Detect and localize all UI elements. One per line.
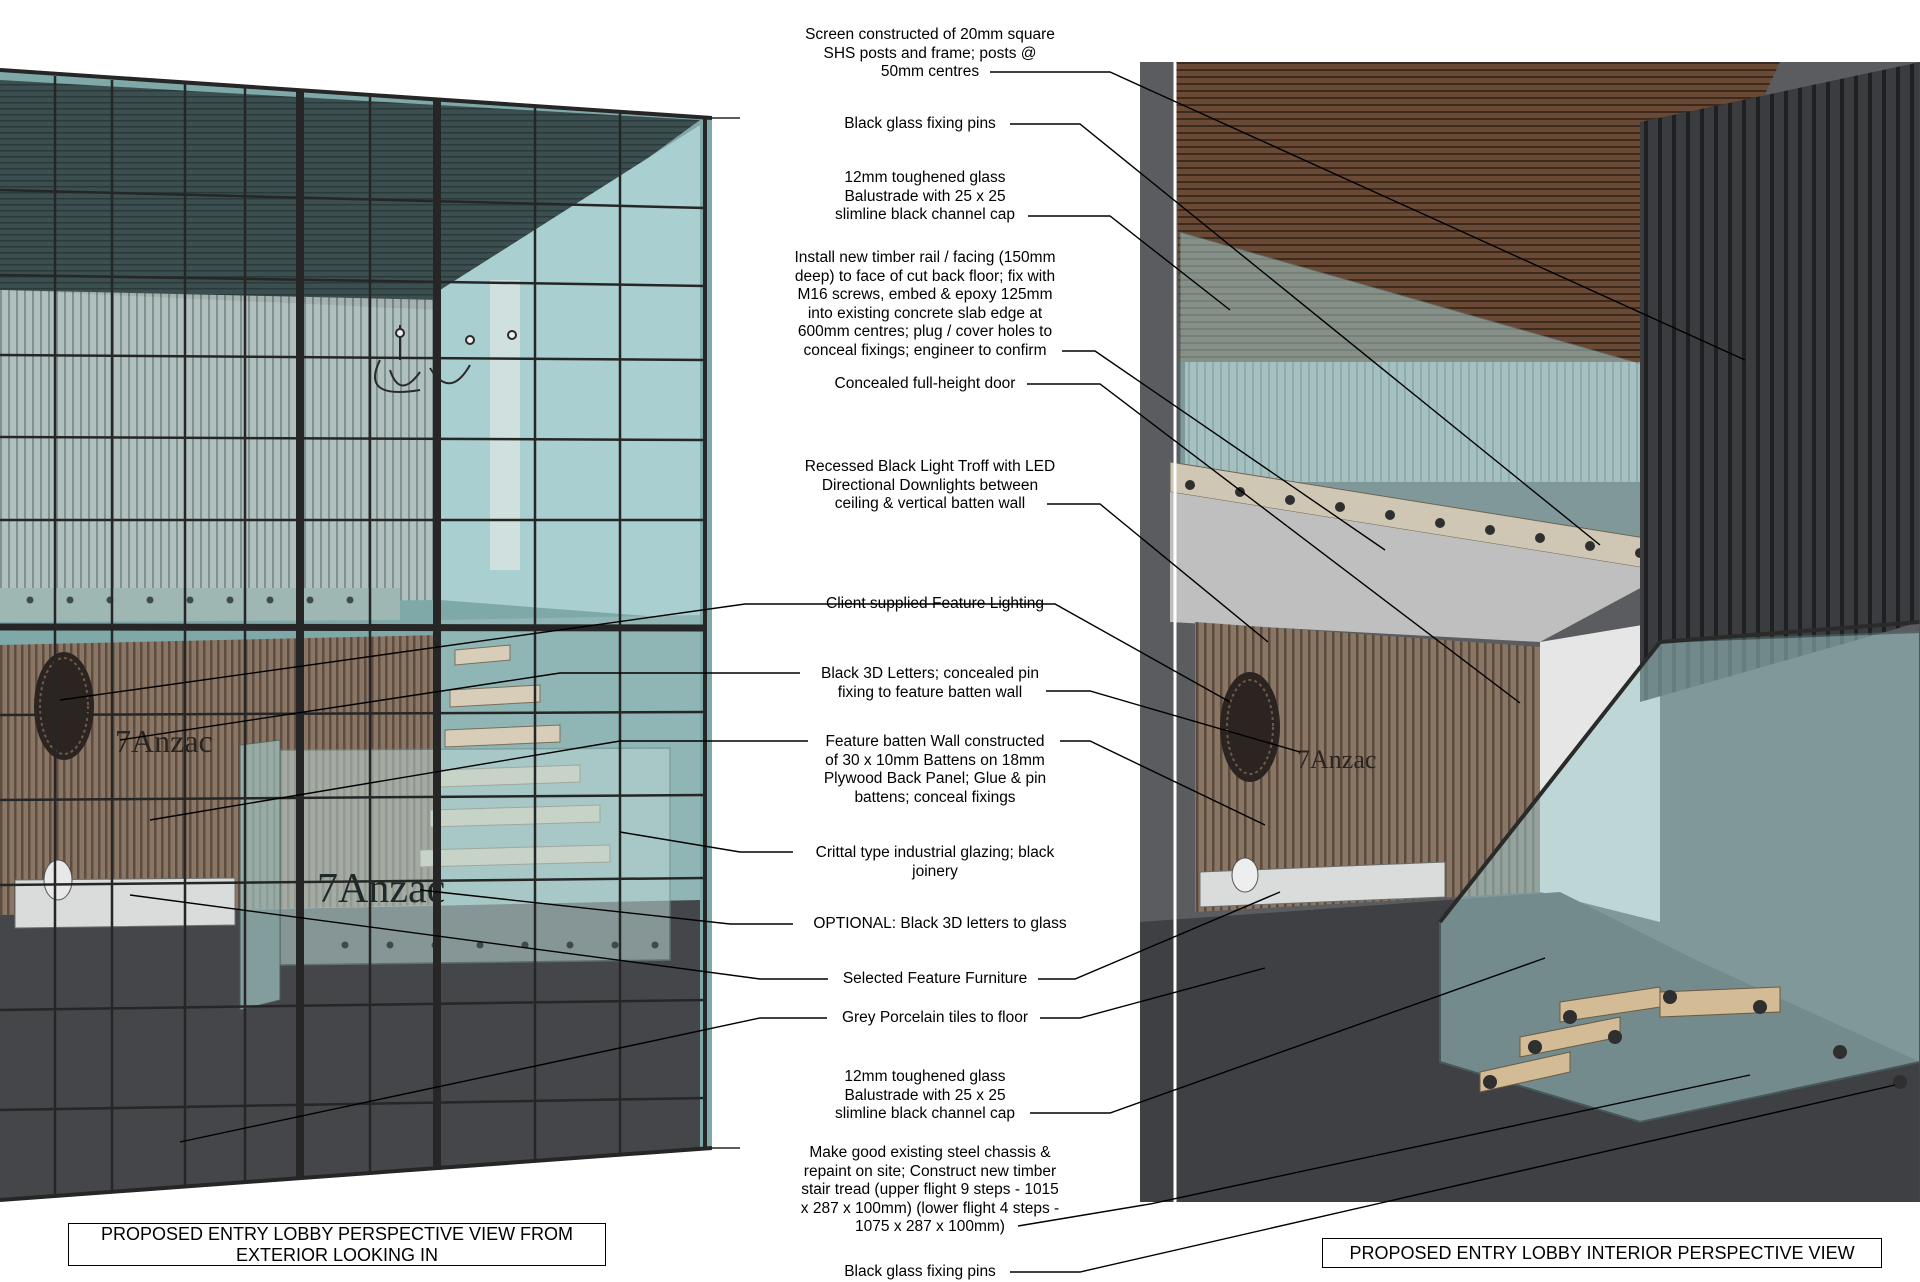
leader-concealed-door bbox=[1027, 384, 1520, 703]
note-timber-rail-facing: Install new timber rail / facing (150mm deep) to face of cut back floor; fix with M16 screws, embed & epoxy 125mm into existing concrete slab edge at 600mm centres; plug / cover holes to conceal fixings; engineer to confirm bbox=[794, 249, 1056, 359]
leader-timber-rail bbox=[1062, 351, 1385, 550]
note-crittal-glazing: Crittal type industrial glazing; black joinery bbox=[815, 844, 1055, 880]
leader-3d-letters bbox=[120, 673, 800, 740]
note-grey-porcelain-tiles: Grey Porcelain tiles to floor bbox=[841, 1009, 1029, 1026]
note-feature-batten-wall: Feature batten Wall constructed of 30 x 10mm Battens on 18mm Plywood Back Panel; Glue & pin battens; conceal fixings bbox=[823, 733, 1047, 806]
note-toughened-glass-balustrade: 12mm toughened glass Balustrade with 25 x 25 slimline black channel cap bbox=[834, 169, 1016, 223]
note-black-glass-fixing-pins-lower: Black glass fixing pins bbox=[844, 1263, 996, 1280]
note-steel-chassis-treads: Make good existing steel chassis & repaint on site; Construct new timber stair tread (upper flight 9 steps - 1015 x 287 x 100mm) (lower flight 4 steps - 1075 x 287 x 100mm) bbox=[800, 1144, 1060, 1235]
leader-light-troff bbox=[1047, 504, 1268, 642]
leader-floor-left bbox=[180, 1018, 827, 1142]
title-interior-view: PROPOSED ENTRY LOBBY INTERIOR PERSPECTIVE VIEW bbox=[1322, 1238, 1882, 1268]
leader-batten-wall bbox=[150, 741, 808, 820]
wall-3d-letters: 7Anzac bbox=[115, 723, 213, 759]
note-concealed-door: Concealed full-height door bbox=[834, 375, 1016, 392]
note-feature-furniture: Selected Feature Furniture bbox=[842, 970, 1028, 987]
leader-stair-balustrade bbox=[1030, 958, 1545, 1113]
note-screen-construction: Screen constructed of 20mm square SHS posts and frame; posts @ 50mm centres bbox=[805, 26, 1055, 80]
leader-crittal bbox=[620, 832, 793, 852]
note-stair-glass-balustrade: 12mm toughened glass Balustrade with 25 x 25 slimline black channel cap bbox=[834, 1068, 1016, 1122]
note-light-troff: Recessed Black Light Troff with LED Directional Downlights between ceiling & vertical batten wall bbox=[804, 458, 1056, 512]
interior-3d-letters: 7Anzac bbox=[1297, 745, 1377, 774]
leader-floor-right bbox=[1040, 968, 1265, 1018]
glass-3d-letters: 7Anzac bbox=[317, 866, 446, 912]
note-black-glass-fixing-pins: Black glass fixing pins bbox=[844, 115, 996, 132]
note-optional-3d-letters: OPTIONAL: Black 3D letters to glass bbox=[813, 915, 1067, 932]
leader-steel-chassis bbox=[1018, 1075, 1750, 1226]
leader-optional-letters bbox=[420, 890, 793, 924]
leader-furniture-left bbox=[130, 895, 828, 979]
title-exterior-view: PROPOSED ENTRY LOBBY PERSPECTIVE VIEW FROM EXTERIOR LOOKING IN bbox=[68, 1223, 606, 1266]
leader-furniture-right bbox=[1038, 892, 1280, 979]
note-black-3d-letters: Black 3D Letters; concealed pin fixing to feature batten wall bbox=[821, 665, 1039, 701]
leader-batten-wall-right bbox=[1060, 741, 1265, 825]
note-feature-lighting: Client supplied Feature Lighting bbox=[826, 595, 1044, 612]
leader-feature-lighting-left bbox=[60, 604, 810, 700]
